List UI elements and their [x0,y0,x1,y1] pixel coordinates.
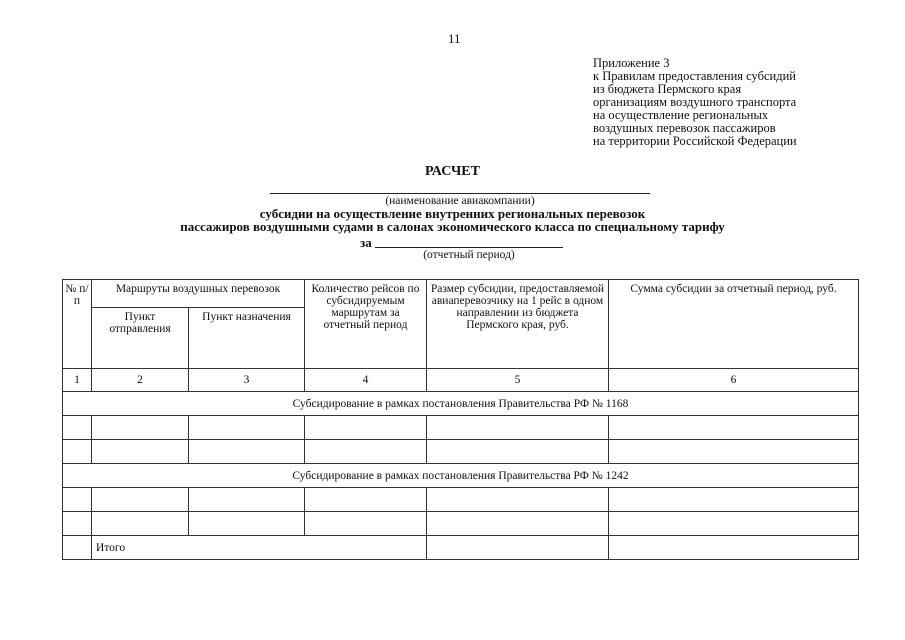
column-number: 2 [92,369,189,392]
header-subsidy-sum: Сумма субсидии за отчетный период, руб. [609,280,859,369]
header-routes: Маршруты воздушных перевозок [92,280,305,308]
table-row [63,512,859,536]
total-row [63,536,859,560]
table-row [63,416,859,440]
section-1168: Субсидирование в рамках постановления Правительства РФ № 1168 [63,392,859,416]
column-number-row [63,369,859,392]
section-row [63,464,859,488]
appendix-line: на территории Российской Федерации [593,134,797,148]
header-flights: Количество рейсов по субсидируемым маршрутам за отчетный период [305,280,427,369]
subsidy-calculation-table [62,279,859,560]
period-blank [375,247,563,248]
page-number: 11 [448,31,461,46]
airline-caption: (наименование авиакомпании) [385,195,535,207]
appendix-line: воздушных перевозок пассажиров [593,121,776,135]
airline-name-blank [270,193,650,194]
appendix-block [593,57,797,148]
document-subtitle [0,207,905,233]
subtitle-line-1: субсидии на осуществление внутренних региональных перевозок [259,206,646,221]
appendix-line: Приложение 3 [593,56,670,70]
table-row [63,440,859,464]
header-num: № п/п [63,280,92,369]
appendix-line: организациям воздушного транспорта [593,95,797,109]
column-number: 3 [189,369,305,392]
header-subsidy-size: Размер субсидии, предоставляемой авиаперевозчику на 1 рейс в одном направлении из бюджета Пермского края, руб. [427,280,609,369]
table-row [63,488,859,512]
header-row [63,280,859,308]
section-row [63,392,859,416]
period-prefix: за [360,235,372,250]
period-caption: (отчетный период) [423,249,515,261]
column-number: 6 [609,369,859,392]
column-number: 5 [427,369,609,392]
subtitle-line-2: пассажиров воздушными судами в салонах экономического класса по специальному тарифу [180,219,725,234]
appendix-line: на осуществление региональных [593,108,769,122]
header-destination: Пункт назначения [189,308,305,369]
appendix-line: к Правилам предоставления субсидий [593,69,796,83]
appendix-line: из бюджета Пермского края [593,82,742,96]
header-departure: Пункт отправления [92,308,189,369]
total-label: Итого [92,536,427,560]
document-title: РАСЧЕТ [425,164,480,179]
column-number: 1 [63,369,92,392]
section-1242: Субсидирование в рамках постановления Правительства РФ № 1242 [63,464,859,488]
column-number: 4 [305,369,427,392]
